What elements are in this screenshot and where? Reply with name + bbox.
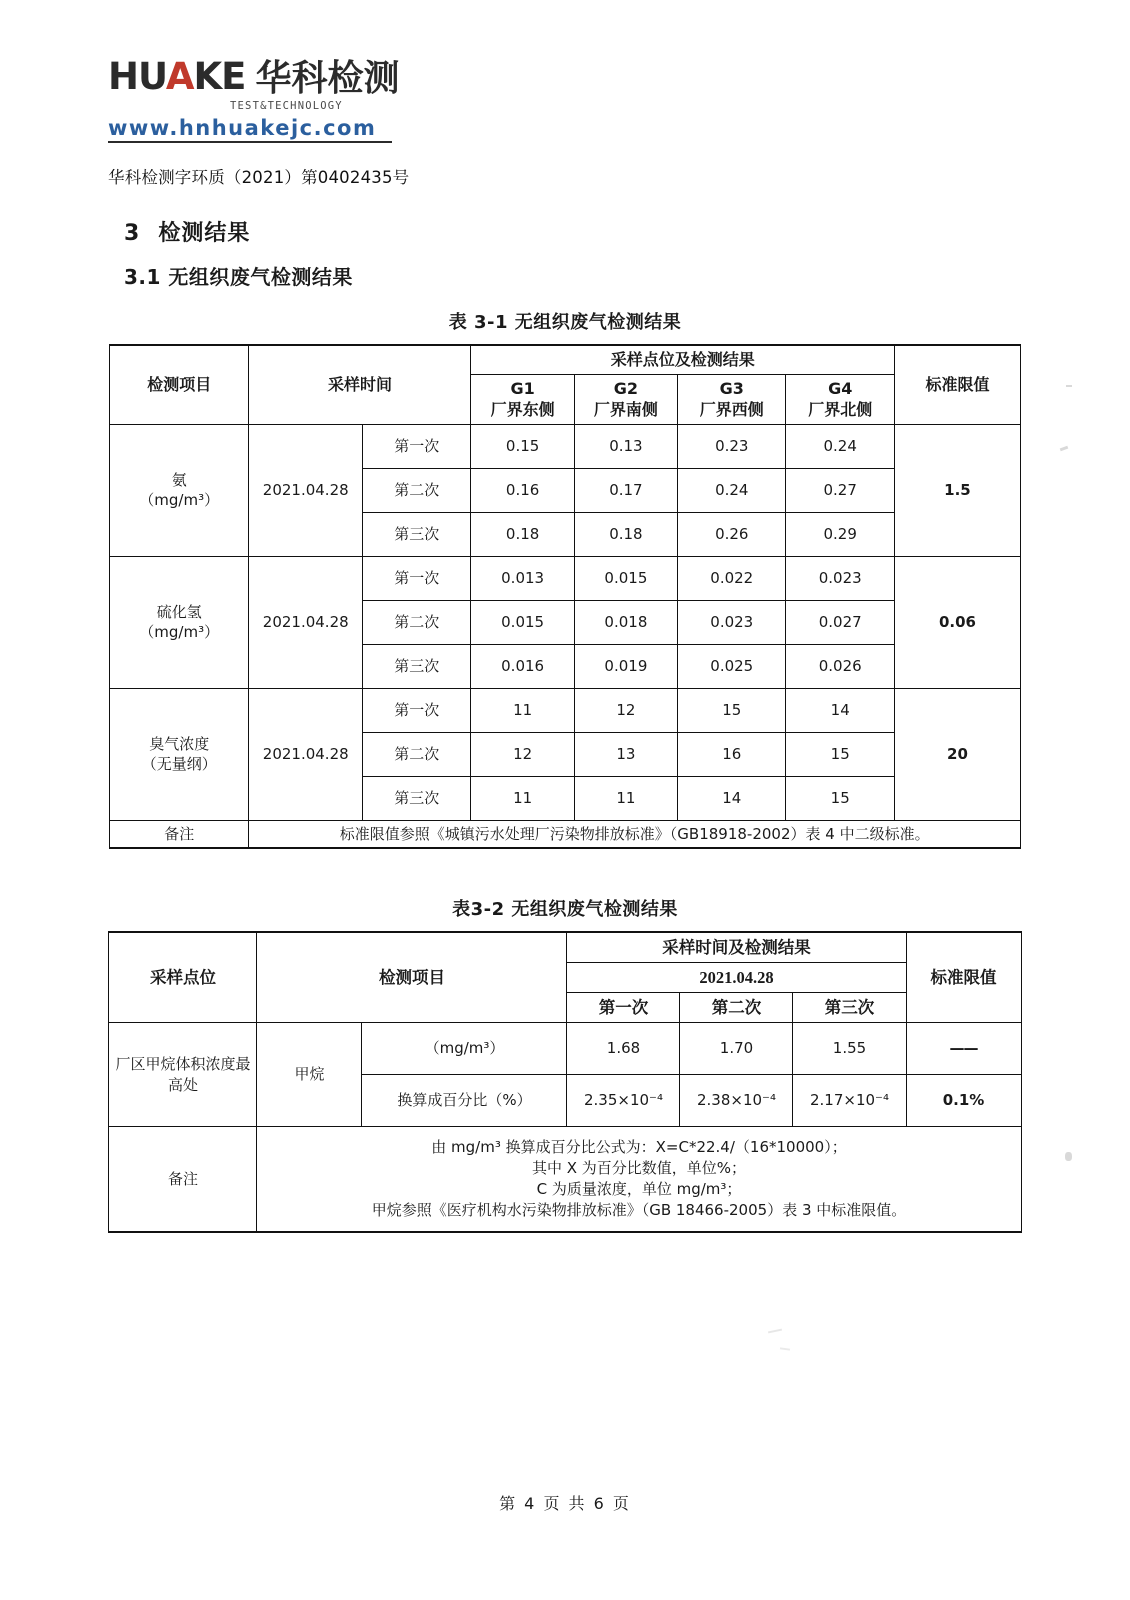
- remark-text-block: [257, 1127, 1021, 1233]
- point-name: 厂界西侧: [699, 400, 764, 420]
- th-point-g2: [574, 374, 677, 424]
- point-code: G4: [828, 378, 853, 398]
- cell-value: 0.17: [574, 468, 677, 512]
- table-row-remark: [109, 1127, 1021, 1233]
- remark-line-4: 甲烷参照《医疗机构水污染物排放标准》（GB 18466-2005）表 3 中标准限值。: [371, 1201, 907, 1220]
- table-row: [110, 688, 1021, 732]
- cell-value: 1.55: [793, 1023, 906, 1075]
- cell-value: 16: [678, 732, 786, 776]
- param-name: 氨: [171, 471, 187, 490]
- section-heading: [124, 216, 1022, 247]
- cell-run-label: 第三次: [363, 512, 471, 556]
- cell-value: 12: [471, 732, 574, 776]
- cell-limit-0: 1.5: [894, 424, 1020, 556]
- cell-value: 2.35×10⁻⁴: [567, 1075, 680, 1127]
- cell-value: 0.023: [786, 556, 894, 600]
- cell-value: 15: [678, 688, 786, 732]
- cell-value: 0.27: [786, 468, 894, 512]
- cell-value: 15: [786, 732, 894, 776]
- cell-value: 0.15: [471, 424, 574, 468]
- table-row-remark: [110, 820, 1021, 848]
- cell-run-label: 第三次: [363, 644, 471, 688]
- th-run-3: 第三次: [793, 993, 906, 1023]
- th-sample-time: 采样时间: [249, 345, 471, 424]
- cell-limit-1: 0.1%: [906, 1075, 1021, 1127]
- cell-run-label: 第一次: [363, 688, 471, 732]
- cell-value: 0.24: [786, 424, 894, 468]
- cell-param-0: [110, 424, 249, 556]
- point-name: 厂界南侧: [593, 400, 658, 420]
- cell-value: 15: [786, 776, 894, 820]
- cell-value: 0.022: [678, 556, 786, 600]
- table-row: [110, 556, 1021, 600]
- cell-value: 0.29: [786, 512, 894, 556]
- cell-value: 0.16: [471, 468, 574, 512]
- cell-value: 12: [574, 688, 677, 732]
- logo-underline: [108, 141, 392, 143]
- cell-value: 0.026: [786, 644, 894, 688]
- table-3-2: [108, 931, 1021, 1233]
- subsection-heading: [124, 261, 1022, 290]
- section-title: 检测结果: [158, 221, 251, 246]
- th-point: 采样点位: [109, 932, 257, 1023]
- cell-value: 0.025: [678, 644, 786, 688]
- scan-speck: [1066, 385, 1072, 387]
- table-row: [110, 345, 1021, 374]
- cell-value: 0.24: [678, 468, 786, 512]
- remark-text: 标准限值参照《城镇污水处理厂污染物排放标准》（GB18918-2002）表 4 中二级标准。: [249, 820, 1021, 848]
- cell-value: 0.015: [471, 600, 574, 644]
- point-code: G2: [613, 378, 639, 398]
- document-number: 华科检测字环质（2021）第0402435号: [108, 168, 410, 187]
- param-name: 臭气浓度: [149, 735, 210, 754]
- cell-run-label: 第一次: [363, 556, 471, 600]
- cell-param-2: [110, 688, 249, 820]
- th-point-g1: [471, 374, 574, 424]
- remark-label: 备注: [110, 820, 249, 848]
- param-name: 硫化氢: [156, 603, 202, 622]
- point-code: G1: [510, 378, 535, 398]
- th-limit: 标准限值: [894, 345, 1020, 424]
- cell-run-label: 第二次: [363, 732, 471, 776]
- remark-line-3: C 为质量浓度，单位 mg/m³；: [536, 1180, 742, 1199]
- th-run-2: 第二次: [680, 993, 793, 1023]
- logo-url: www.hnhuakejc.com: [108, 116, 377, 140]
- param-unit: （mg/m³）: [139, 491, 220, 510]
- scan-speck: [780, 1347, 790, 1350]
- table1-caption: 表 3-1 无组织废气检测结果: [448, 312, 682, 333]
- cell-value: 11: [471, 688, 574, 732]
- cell-value: 14: [678, 776, 786, 820]
- cell-value: 0.027: [786, 600, 894, 644]
- th-run-1: 第一次: [567, 993, 680, 1023]
- subsection-number: 3.1: [124, 265, 161, 289]
- cell-value: 0.016: [471, 644, 574, 688]
- logo-name-cn: 华科检测: [255, 58, 400, 99]
- cell-value: 13: [574, 732, 677, 776]
- th-point-g3: [678, 374, 786, 424]
- th-limit: 标准限值: [906, 932, 1021, 1023]
- cell-run-label: 第二次: [363, 600, 471, 644]
- table2-caption: 表3-2 无组织废气检测结果: [452, 899, 678, 921]
- subsection-title: 无组织废气检测结果: [168, 265, 353, 289]
- cell-point-name: 厂区甲烷体积浓度最高处: [109, 1023, 257, 1127]
- table-3-1: [109, 344, 1021, 849]
- param-unit: （mg/m³）: [139, 623, 220, 642]
- logo-tagline: TEST&TECHNOLOGY: [230, 100, 343, 112]
- th-group: 采样点位及检测结果: [471, 345, 894, 374]
- cell-run-label: 第一次: [363, 424, 471, 468]
- cell-value: 1.68: [567, 1023, 680, 1075]
- cell-date-2: 2021.04.28: [249, 688, 363, 820]
- cell-value: 14: [786, 688, 894, 732]
- cell-value: 0.18: [471, 512, 574, 556]
- remark-line-2: 其中 X 为百分比数值，单位%；: [531, 1159, 747, 1178]
- param-unit: （无量纲）: [141, 755, 217, 774]
- scan-speck: [768, 1329, 782, 1334]
- cell-param-1: [110, 556, 249, 688]
- th-group: 采样时间及检测结果: [567, 932, 906, 963]
- th-item: 检测项目: [257, 932, 567, 1023]
- table-row: [109, 1023, 1021, 1075]
- page-footer: 第 4 页 共 6 页: [499, 1494, 631, 1513]
- table-row: [110, 424, 1021, 468]
- section-number: 3: [124, 221, 141, 246]
- point-name: 厂界北侧: [808, 400, 873, 420]
- cell-value: 0.019: [574, 644, 677, 688]
- cell-value: 0.26: [678, 512, 786, 556]
- point-name: 厂界东侧: [490, 400, 555, 420]
- cell-run-label: 第三次: [363, 776, 471, 820]
- scan-speck: [1065, 1152, 1072, 1161]
- cell-value: 0.015: [574, 556, 677, 600]
- th-point-g4: [786, 374, 894, 424]
- remark-label: 备注: [109, 1127, 257, 1233]
- company-logo: [108, 55, 1022, 150]
- th-date: 2021.04.28: [567, 963, 906, 993]
- cell-value: 0.23: [678, 424, 786, 468]
- cell-value: 1.70: [680, 1023, 793, 1075]
- cell-value: 0.018: [574, 600, 677, 644]
- logo-wordmark: HUAKE: [108, 55, 246, 98]
- cell-unit-label-0: （mg/m³）: [362, 1023, 567, 1075]
- point-code: G3: [719, 378, 744, 398]
- cell-date-1: 2021.04.28: [249, 556, 363, 688]
- cell-value: 2.17×10⁻⁴: [793, 1075, 906, 1127]
- th-item: 检测项目: [110, 345, 249, 424]
- cell-limit-1: 0.06: [894, 556, 1020, 688]
- cell-date-0: 2021.04.28: [249, 424, 363, 556]
- cell-value: 0.023: [678, 600, 786, 644]
- cell-value: 0.013: [471, 556, 574, 600]
- remark-line-1: 由 mg/m³ 换算成百分比公式为：X=C*22.4/（16*10000）；: [431, 1138, 847, 1157]
- cell-limit-0: ——: [906, 1023, 1021, 1075]
- cell-param-name: 甲烷: [257, 1023, 362, 1127]
- table-row: [109, 932, 1021, 963]
- cell-value: 0.18: [574, 512, 677, 556]
- cell-value: 11: [471, 776, 574, 820]
- cell-value: 11: [574, 776, 677, 820]
- cell-value: 2.38×10⁻⁴: [680, 1075, 793, 1127]
- cell-unit-label-1: 换算成百分比（%）: [362, 1075, 567, 1127]
- cell-value: 0.13: [574, 424, 677, 468]
- cell-run-label: 第二次: [363, 468, 471, 512]
- cell-limit-2: 20: [894, 688, 1020, 820]
- scan-speck: [1060, 446, 1069, 452]
